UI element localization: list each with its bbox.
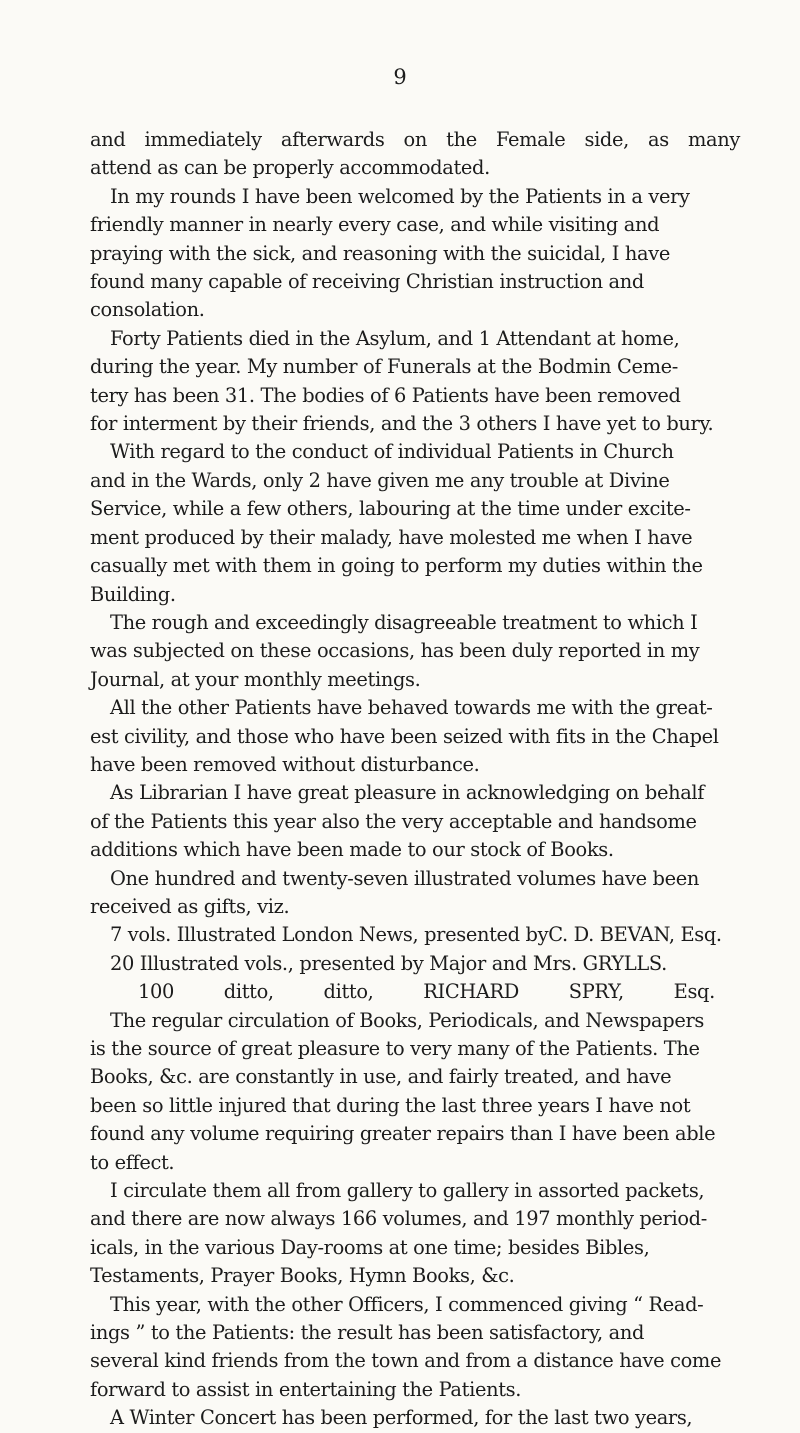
text-line: icals, in the various Day-rooms at one time; besides Bibles, xyxy=(90,1235,650,1259)
text-line: ment produced by their malady, have molested me when I have xyxy=(90,525,693,549)
text-line: friendly manner in nearly every case, and while visiting and xyxy=(90,213,660,237)
text-line: forward to assist in entertaining the Patients. xyxy=(90,1377,522,1401)
text-line: Forty Patients died in the Asylum, and 1 Attendant at home, xyxy=(110,326,680,350)
text-line: was subjected on these occasions, has been duly reported in my xyxy=(90,639,700,663)
text-line: Books, &c. are constantly in use, and fairly treated, and have xyxy=(90,1065,672,1089)
text-line: est civility, and those who have been seized with fits in the Chapel xyxy=(90,724,719,748)
text-line: been so little injured that during the last three years I have not xyxy=(90,1093,691,1117)
text-line: 7 vols. Illustrated London News, presented byC. D. BEVAN, Esq. xyxy=(110,923,722,947)
text-line: 100 ditto, ditto, RICHARD SPRY, Esq. xyxy=(138,980,715,1004)
text-line: during the year. My number of Funerals at the Bodmin Ceme- xyxy=(90,355,678,379)
text-line: consolation. xyxy=(90,298,205,322)
text-line: praying with the sick, and reasoning with the suicidal, I have xyxy=(90,241,670,265)
text-line: additions which have been made to our stock of Books. xyxy=(90,838,614,862)
text-line: As Librarian I have great pleasure in acknowledging on behalf xyxy=(110,781,705,805)
text-line: Testaments, Prayer Books, Hymn Books, &c. xyxy=(90,1264,515,1288)
text-line: Journal, at your monthly meetings. xyxy=(90,667,421,691)
text-line: tery has been 31. The bodies of 6 Patients have been removed xyxy=(90,383,681,407)
text-line: found many capable of receiving Christian instruction and xyxy=(90,270,644,294)
text-line: Building. xyxy=(90,582,176,606)
text-line: All the other Patients have behaved towards me with the great- xyxy=(110,696,713,720)
text-line: Service, while a few others, labouring at the time under excite- xyxy=(90,497,691,521)
text-line: ings ” to the Patients: the result has been satisfactory, and xyxy=(90,1321,645,1345)
text-line: casually met with them in going to perform my duties within the xyxy=(90,554,703,578)
text-line: for interment by their friends, and the 3 others I have yet to bury. xyxy=(90,412,714,436)
text-line: attend as can be properly accommodated. xyxy=(90,156,490,180)
text-line: of the Patients this year also the very acceptable and handsome xyxy=(90,809,697,833)
text-line: This year, with the other Officers, I commenced giving “ Read- xyxy=(110,1292,704,1316)
text-line: I circulate them all from gallery to gallery in assorted packets, xyxy=(110,1179,705,1203)
text-line: have been removed without disturbance. xyxy=(90,752,480,776)
text-line: and immediately afterwards on the Female side, as many xyxy=(90,128,740,151)
text-line: In my rounds I have been welcomed by the Patients in a very xyxy=(110,184,690,208)
body-text xyxy=(90,126,740,1433)
text-line: With regard to the conduct of individual Patients in Church xyxy=(110,440,674,464)
text-line: is the source of great pleasure to very many of the Patients. The xyxy=(90,1037,700,1060)
text-line: The rough and exceedingly disagreeable treatment to which I xyxy=(110,610,698,634)
text-line: and there are now always 166 volumes, and 197 monthly period- xyxy=(90,1207,707,1231)
text-line: A Winter Concert has been performed, for the last two years, xyxy=(110,1406,693,1430)
text-line: One hundred and twenty-seven illustrated volumes have been xyxy=(110,866,700,890)
text-line: 20 Illustrated vols., presented by Major and Mrs. GRYLLS. xyxy=(110,951,667,975)
text-line: The regular circulation of Books, Periodicals, and Newspapers xyxy=(110,1008,704,1032)
text-line: several kind friends from the town and from a distance have come xyxy=(90,1349,722,1373)
text-line: to effect. xyxy=(90,1150,175,1174)
text-line: found any volume requiring greater repairs than I have been able xyxy=(90,1122,716,1146)
page-number: 9 xyxy=(393,65,407,89)
text-line: and in the Wards, only 2 have given me any trouble at Divine xyxy=(90,468,670,492)
text-line: received as gifts, viz. xyxy=(90,894,290,918)
